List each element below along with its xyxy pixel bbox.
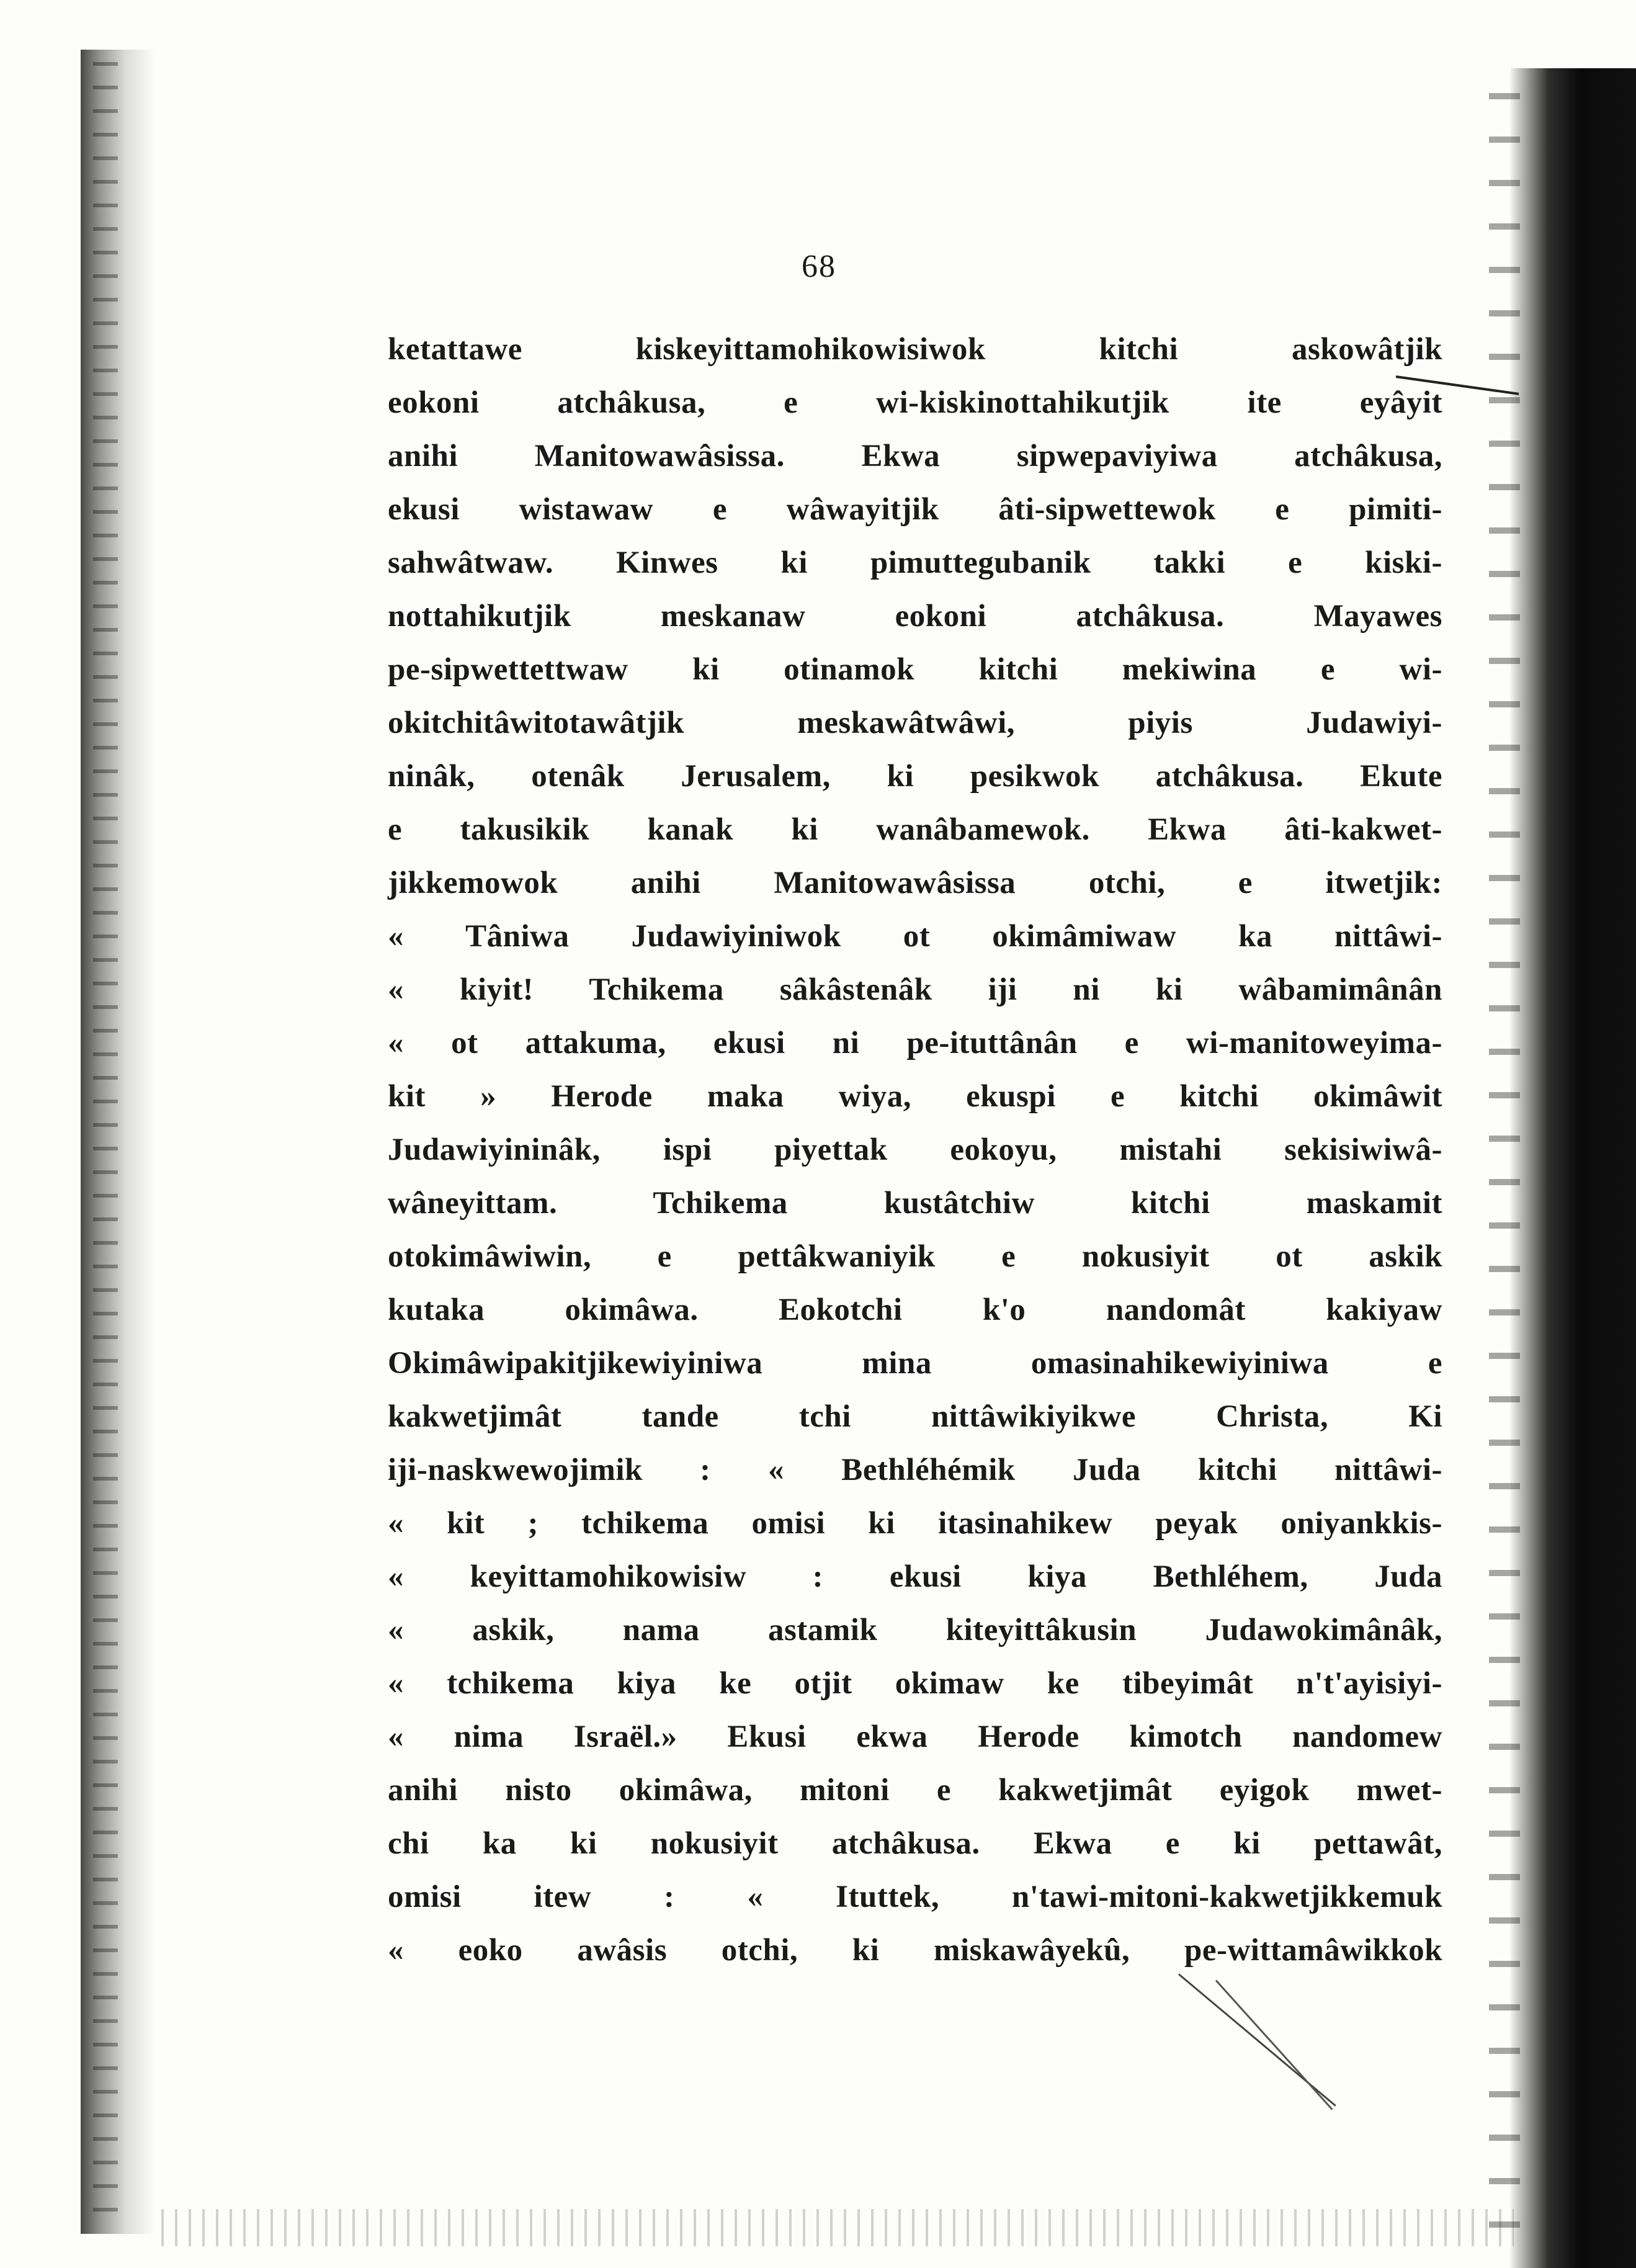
binding-shadow xyxy=(81,50,155,2234)
text-line: e takusikik kanak ki wanâbamewok. Ekwa âti-kakwet- xyxy=(388,812,1442,847)
text-line: ekusi wistawaw e wâwayitjik âti-sipwettewok e pimiti- xyxy=(388,492,1442,527)
page-edge-shadow xyxy=(1511,68,1636,2268)
text-line: « askik, nama astamik kiteyittâkusin Judawokimânâk, xyxy=(388,1613,1442,1647)
text-line: kit » Herode maka wiya, ekuspi e kitchi okimâwit xyxy=(388,1079,1442,1114)
text-line: ketattawe kiskeyittamohikowisiwok kitchi askowâtjik xyxy=(388,332,1442,367)
text-line: pe-sipwettettwaw ki otinamok kitchi mekiwina e wi- xyxy=(388,652,1442,687)
text-line: kakwetjimât tande tchi nittâwikiyikwe Christa, Ki xyxy=(388,1399,1442,1434)
text-line: sahwâtwaw. Kinwes ki pimuttegubanik takki e kiski- xyxy=(388,545,1442,580)
text-line: « nima Israël.» Ekusi ekwa Herode kimotch nandomew xyxy=(388,1719,1442,1754)
text-line: anihi Manitowawâsissa. Ekwa sipwepaviyiwa atchâkusa, xyxy=(388,439,1442,473)
text-line: wâneyittam. Tchikema kustâtchiw kitchi maskamit xyxy=(388,1186,1442,1221)
page-number: 68 xyxy=(802,249,836,284)
text-line: « tchikema kiya ke otjit okimaw ke tibeyimât n't'ayisiyi- xyxy=(388,1666,1442,1701)
text-line: « Tâniwa Judawiyiniwok ot okimâmiwaw ka nittâwi- xyxy=(388,919,1442,954)
text-line: ninâk, otenâk Jerusalem, ki pesikwok atchâkusa. Ekute xyxy=(388,759,1442,794)
text-line: « eoko awâsis otchi, ki miskawâyekû, pe-wittamâwikkok xyxy=(388,1933,1442,1968)
bottom-scan-noise xyxy=(161,2209,1514,2246)
text-line: « kiyit! Tchikema sâkâstenâk iji ni ki wâbamimânân xyxy=(388,972,1442,1007)
text-line: anihi nisto okimâwa, mitoni e kakwetjimât eyigok mwet- xyxy=(388,1773,1442,1808)
text-line: jikkemowok anihi Manitowawâsissa otchi, e itwetjik: xyxy=(388,866,1442,900)
text-line: « kit ; tchikema omisi ki itasinahikew peyak oniyankkis- xyxy=(388,1506,1442,1541)
text-line: Judawiyininâk, ispi piyettak eokoyu, mistahi sekisiwiwâ- xyxy=(388,1132,1442,1167)
text-line: Okimâwipakitjikewiyiniwa mina omasinahikewiyiniwa e xyxy=(388,1346,1442,1381)
text-line: chi ka ki nokusiyit atchâkusa. Ekwa e ki pettawât, xyxy=(388,1826,1442,1861)
stray-pen-stroke xyxy=(1215,1979,1333,2110)
page-edge-noise xyxy=(1489,93,1520,2234)
text-line: iji-naskwewojimik : « Bethléhémik Juda kitchi nittâwi- xyxy=(388,1453,1442,1487)
text-line: kutaka okimâwa. Eokotchi k'o nandomât kakiyaw xyxy=(388,1293,1442,1327)
body-text xyxy=(388,323,1442,1977)
text-line: « ot attakuma, ekusi ni pe-ituttânân e wi-manitoweyima- xyxy=(388,1026,1442,1060)
text-line: otokimâwiwin, e pettâkwaniyik e nokusiyit ot askik xyxy=(388,1239,1442,1274)
text-line: eokoni atchâkusa, e wi-kiskinottahikutjik ite eyâyit xyxy=(388,385,1442,420)
text-line: nottahikutjik meskanaw eokoni atchâkusa. Mayawes xyxy=(388,599,1442,634)
binding-scan-noise xyxy=(93,62,118,2221)
text-line: okitchitâwitotawâtjik meskawâtwâwi, piyis Judawiyi- xyxy=(388,706,1442,740)
text-line: « keyittamohikowisiw : ekusi kiya Bethléhem, Juda xyxy=(388,1559,1442,1594)
text-line: omisi itew : « Ituttek, n'tawi-mitoni-kakwetjikkemuk xyxy=(388,1880,1442,1914)
